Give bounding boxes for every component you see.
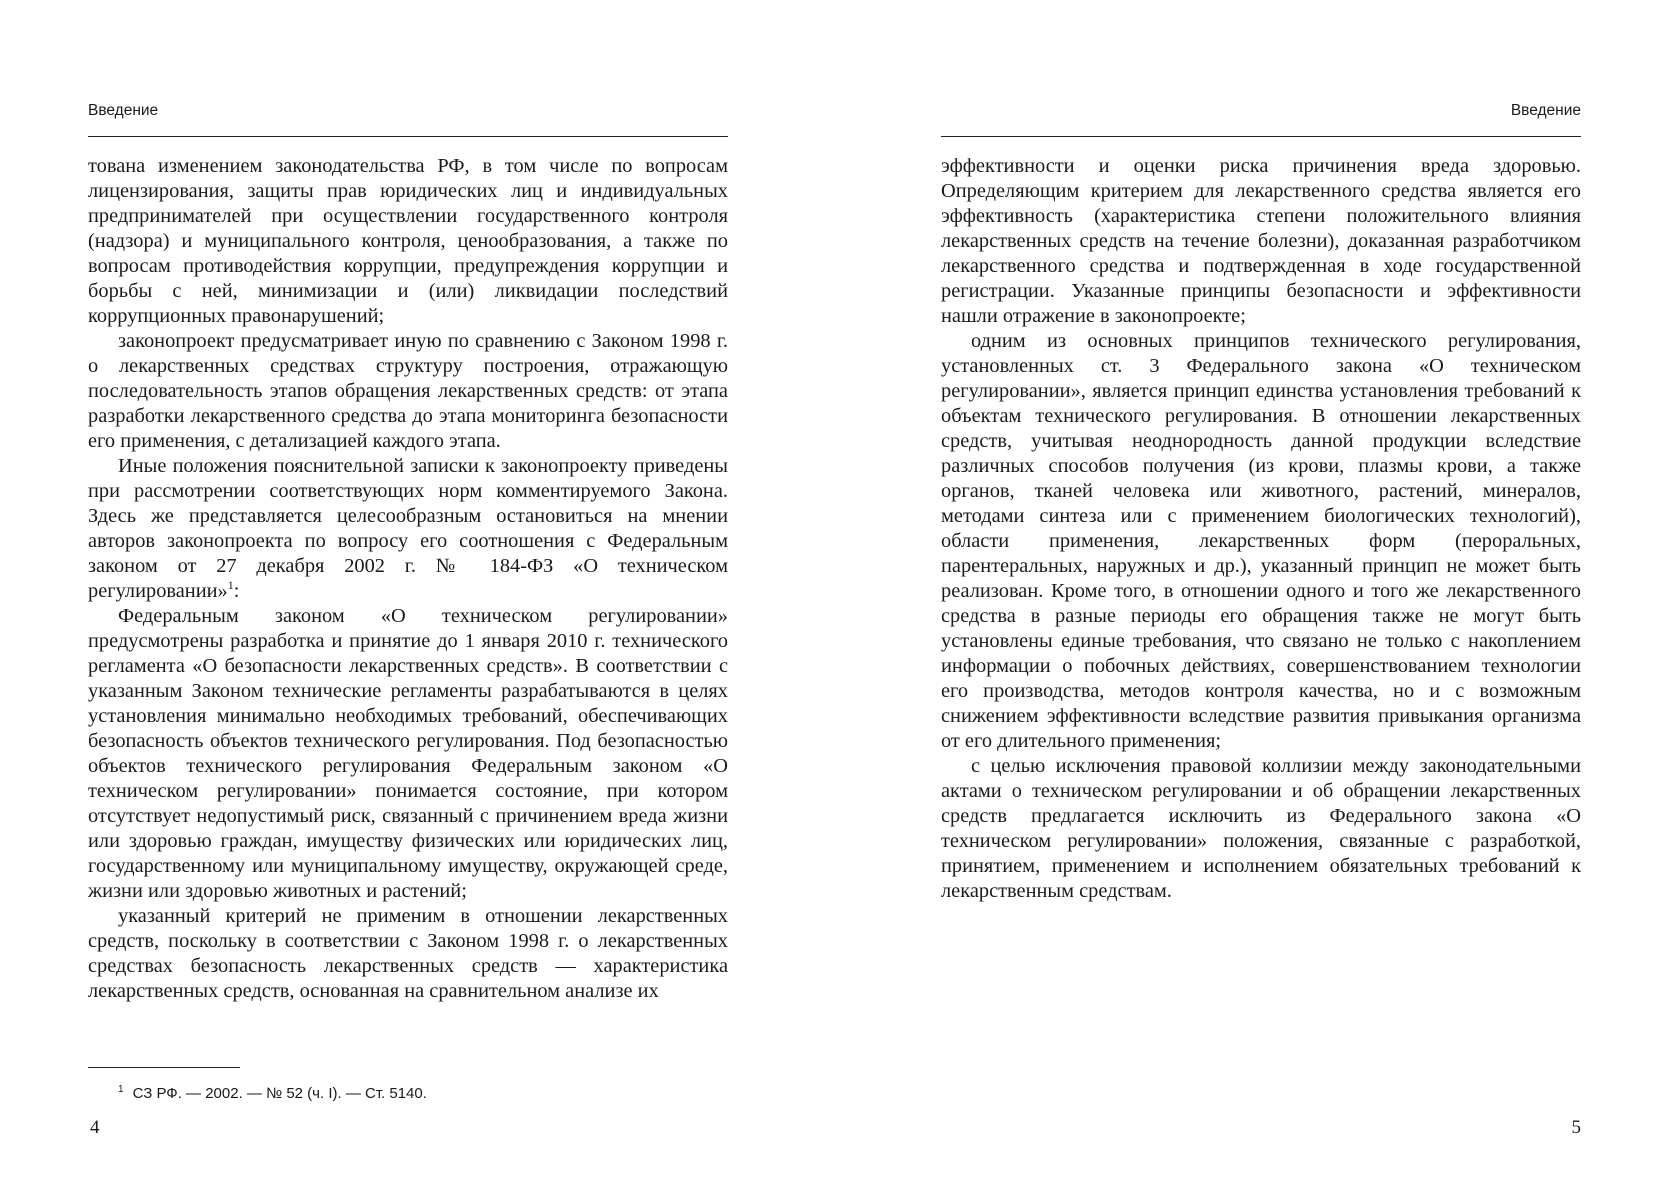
- footnote-rule: [88, 1067, 240, 1068]
- paragraph-text-suffix: :: [233, 580, 240, 602]
- paragraph-text: Иные положения пояснительной записки к законопроекту приведены при рассмотрении соответствующих норм комментируемого Закона. Здесь же представляется целесообразным остановиться на мнении авторов законопроекта по вопросу его соотношения с Федеральным законом от 27 декабря 2002 г. № 184-ФЗ «О техническом регулировании»: [88, 455, 728, 602]
- body-text: [88, 154, 728, 1004]
- right-page: [941, 0, 1581, 1199]
- footnote-reference[interactable]: 1: [227, 578, 234, 593]
- header-rule: [88, 136, 728, 137]
- footnote-text: СЗ РФ. — 2002. — № 52 (ч. I). — Ст. 5140.: [132, 1085, 427, 1102]
- paragraph: эффективности и оценки риска причинения вреда здоровью. Определяющим критерием для лекарственного средства является его эффективность (характеристика степени положительного влияния лекарственных средств на течение болезни), доказанная разработчиком лекарственного средства и подтвержденная в ходе государственной регистрации. Указанные принципы безопасности и эффективности нашли отражение в законопроекте;: [941, 155, 1581, 327]
- body-text: [941, 154, 1581, 904]
- paragraph: одним из основных принципов технического регулирования, установленных ст. 3 Федерального закона «О техническом регулировании», является принцип единства установления требований к объектам технического регулирования. В отношении лекарственных средств, учитывая неоднородность данной продукции вследствие различных способов получения (из крови, плазмы крови, а также органов, тканей человека или животного, растений, минералов, методами синтеза или с применением биологических технологий), области применения, лекарственных форм (пероральных, парентеральных, наружных и др.), указанный принцип не может быть реализован. Кроме того, в отношении одного и того же лекарственного средства в разные периоды его обращения также не могут быть установлены единые требования, что связано не только с накоплением информации о побочных действиях, совершенствованием технологии его производства, методов контроля качества, но и с возможным снижением эффективности вследствие развития привыкания организма от его длительного применения;: [941, 330, 1581, 752]
- paragraph: [88, 454, 728, 604]
- header-rule: [941, 136, 1581, 137]
- paragraph: с целью исключения правовой коллизии между законодательными актами о техническом регулировании и об обращении лекарственных средств предлагается исключить из Федерального закона «О техническом регулировании» положения, связанные с разработкой, принятием, применением и исполнением обязательных требований к лекарственным средствам.: [941, 755, 1581, 902]
- footnote: [118, 1080, 718, 1104]
- left-page: [88, 0, 728, 1199]
- running-head: Введение: [88, 102, 159, 119]
- page-number: 4: [90, 1117, 100, 1138]
- paragraph: тована изменением законодательства РФ, в том числе по вопросам лицензирования, защиты прав юридических лиц и индивидуальных предпринимателей при осуществлении государственного контроля (надзора) и муниципального контроля, ценообразования, а также по вопросам противодействия коррупции, предупреждения коррупции и борьбы с ней, минимизации и (или) ликвидации последствий коррупционных правонарушений;: [88, 155, 728, 327]
- paragraph: законопроект предусматривает иную по сравнению с Законом 1998 г. о лекарственных средствах структуру построения, отражающую последовательность этапов обращения лекарственных средств: от этапа разработки лекарственного средства до этапа мониторинга безопасности его применения, с детализацией каждого этапа.: [88, 330, 728, 452]
- running-head: Введение: [1510, 102, 1581, 119]
- paragraph: Федеральным законом «О техническом регулировании» предусмотрены разработка и принятие до 1 января 2010 г. технического регламента «О безопасности лекарственных средств». В соответствии с указанным Законом технические регламенты разрабатываются в целях установления минимально необходимых требований, обеспечивающих безопасность объектов технического регулирования. Под безопасностью объектов технического регулирования Федеральным законом «О техническом регулировании» понимается состояние, при котором отсутствует недопустимый риск, связанный с причинением вреда жизни или здоровью граждан, имуществу физических или юридических лиц, государственному или муниципальному имуществу, окружающей среде, жизни или здоровью животных и растений;: [88, 605, 728, 902]
- page-number: 5: [1571, 1117, 1581, 1138]
- paragraph: указанный критерий не применим в отношении лекарственных средств, поскольку в соответствии с Законом 1998 г. о лекарственных средствах безопасность лекарственных средств — характеристика лекарственных средств, основанная на сравнительном анализе их: [88, 905, 728, 1002]
- footnote-marker: 1: [118, 1084, 124, 1095]
